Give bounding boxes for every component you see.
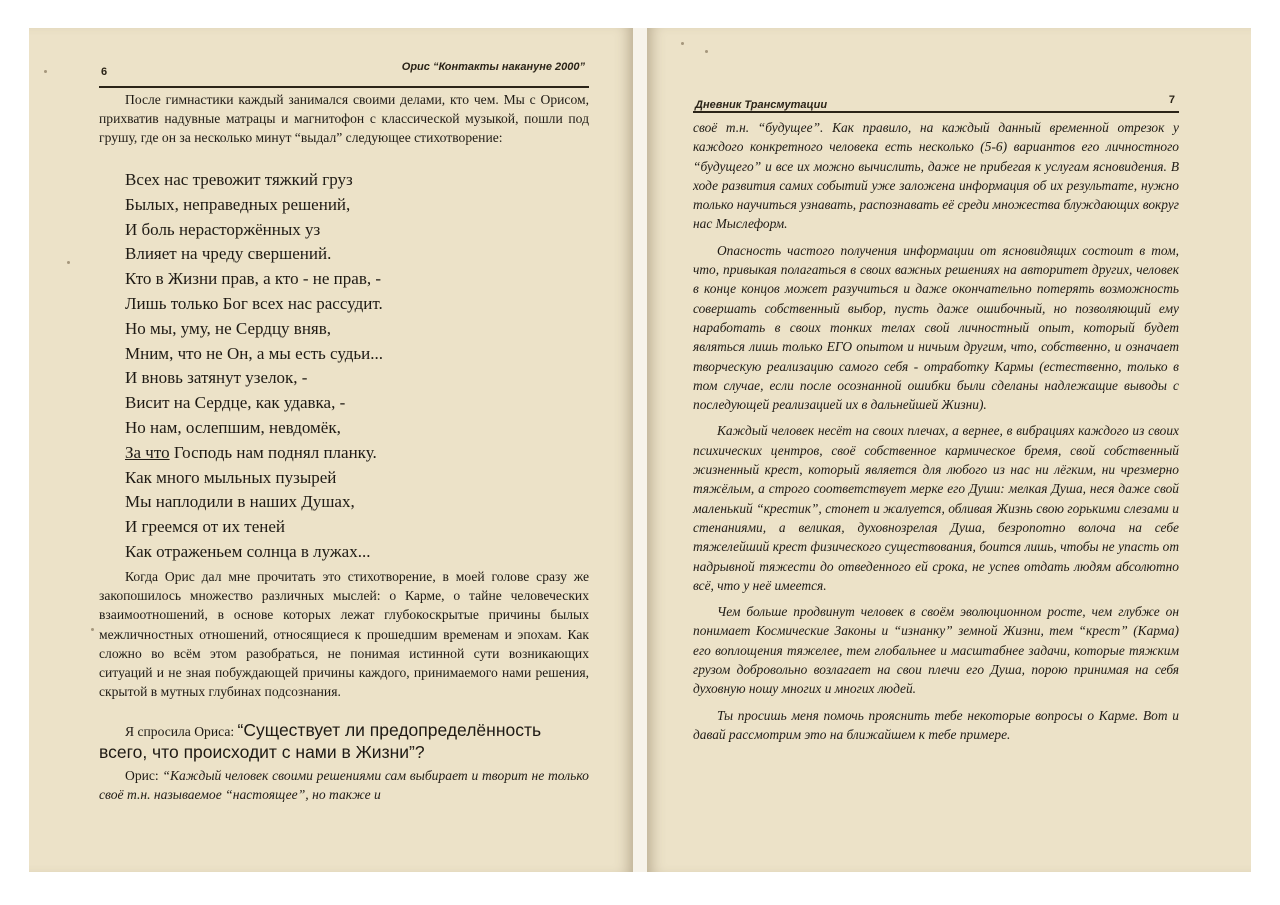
question-paragraph <box>99 719 589 763</box>
paper-speck <box>67 261 70 264</box>
question-prefix: Я спросила Ориса: <box>125 724 238 739</box>
right-paragraph-text: Каждый человек несёт на своих плечах, а вернее, в вибрациях каждого из своих психических центров, своё собственное кармическое бремя, свой собственный жизненный крест, который является для любого из нас ни лёгким, ни чрезмерно тяжёлым, а строго соответствует мерке его Души: мелкая Душа, неся даже свой маленький “крестик”, стонет и жалуется, обливая Жизнь свою горькими слезами и стенаниями, а великая, духовнозрелая Душа, безропотно волоча на себе тяжелейший крест физического существования, боится лишь, чтобы не упасть от надрывной тяжести до отведенного ей срока, не успев отдать людям абсолютно всё, что у неё имеется. <box>693 423 1179 593</box>
poem-line: Как много мыльных пузырей <box>125 467 337 487</box>
after-poem-text: Когда Орис дал мне прочитать это стихотворение, в моей голове сразу же закопошилось множество различных мыслей: о Карме, о тайне человеческих взаимоотношений, в основе которых лежат глубокоскрытые причины былых межличностных отношений, относящиеся к прошедшим временам и эпохам. Как сложно во всём этом разобраться, не понимая истинной сути возникающих ситуаций и не зная побуждающей причины каждого, принимаемого нами решения, скрытой в мутных глубинах подсознания. <box>99 569 589 700</box>
paper-speck <box>91 628 94 631</box>
right-paragraph <box>693 706 1179 745</box>
poem-line-underlined <box>125 441 383 466</box>
right-paragraph <box>693 421 1179 595</box>
answer-text: “Каждый человек своими решениями сам выбирает и творит не только своё т.н. называемое “настоящее”, но также и <box>99 768 589 803</box>
answer-prefix: Орис: <box>125 768 163 783</box>
poem-line: Как отраженьем солнца в лужах... <box>125 541 371 561</box>
poem-line-rest: Господь нам поднял планку. <box>169 442 377 462</box>
left-header-rule <box>99 86 589 88</box>
right-paragraph-text: Чем больше продвинут человек в своём эволюционном росте, чем глубже он понимает Космические Законы и “изнанку” земной Жизни, тем “крест” (Карма) его воплощения тяжелее, тем глобальнее и масштабнее задачи, которые тяжким грузом добровольно возлагает на свои плечи его Душа, порою принимая на себя духовную ношу многих и многих людей. <box>693 604 1179 697</box>
right-paragraph-text: своё т.н. “будущее”. Как правило, на каждый данный временной отрезок у каждого конкретного человека есть несколько (5-6) вариантов его личностного “будущего” и все их можно вычислить, даже не прибегая к услугам ясновидения. В ходе развития самих событий уже заложена информация об их результате, нужно только научиться узнавать, распознавать её среди множества блуждающих вокруг нас Мыслеформ. <box>693 120 1179 232</box>
left-running-header: Орис “Контакты накануне 2000” <box>401 61 585 73</box>
underlined-phrase: За что <box>125 442 170 462</box>
poem-line: Всех нас тревожит тяжкий груз <box>125 170 353 189</box>
answer-paragraph <box>99 766 589 804</box>
intro-paragraph-text: После гимнастики каждый занимался своими делами, кто чем. Мы с Орисом, прихватив надувные матрацы и магнитофон с классической музыкой, пошли под грушу, где он за несколько минут “выдал” следующее стихотворение: <box>99 92 589 146</box>
paper-speck <box>705 50 708 53</box>
poem <box>125 168 383 565</box>
poem-line: Кто в Жизни прав, а кто - не прав, - <box>125 269 382 289</box>
right-paragraph <box>693 118 1179 234</box>
poem-line: Висит на Сердце, как удавка, - <box>125 393 346 413</box>
right-page-number: 7 <box>1168 94 1175 106</box>
poem-line: Но мы, уму, не Сердцу вняв, <box>125 318 332 338</box>
right-page <box>647 28 1251 872</box>
right-paragraph-text: Опасность частого получения информации от ясновидящих состоит в том, что, привыкая полагаться в своих важных решениях на авторитет других, человек в конце концов может разучиться и даже окончательно потерять возможность совершать собственный выбор, пусть даже ошибочный, но позволяющий ему наработать в своих тонких телах свой личностный опыт, который будет являться лишь только ЕГО опытом и ничьим другим, что, собственно, и означает творческую реализацию самого себя - отработку Кармы (естественно, только в том случае, если после осознанной ошибки были сделаны надлежащие выводы с последующей реализацией их в дальнейшей Жизни). <box>693 242 1179 413</box>
poem-line: Но нам, ослепшим, невдомёк, <box>125 417 341 437</box>
paper-speck <box>44 70 47 73</box>
poem-line: И греемся от их теней <box>125 517 285 537</box>
right-header-rule <box>693 111 1179 113</box>
after-poem-paragraph <box>99 567 589 701</box>
book-gutter <box>633 28 647 872</box>
poem-line: И боль нерасторжённых уз <box>125 219 321 239</box>
paper-speck <box>681 42 684 45</box>
poem-line: Мы наплодили в наших Душах, <box>125 492 355 512</box>
left-page <box>29 28 633 872</box>
question-text: “Существует ли предопределённость всего, что происходит с нами в Жизни”? <box>99 720 542 763</box>
poem-line: Лишь только Бог всех нас рассудит. <box>125 293 383 313</box>
poem-line: Влияет на чреду свершений. <box>125 244 332 264</box>
poem-line: Былых, неправедных решений, <box>125 194 351 214</box>
poem-line: И вновь затянут узелок, - <box>125 368 308 388</box>
right-paragraph <box>693 602 1179 698</box>
right-paragraph <box>693 241 1179 415</box>
poem-line: Мним, что не Он, а мы есть судьи... <box>125 343 384 363</box>
intro-paragraph <box>99 90 589 148</box>
right-page-body <box>693 118 1179 751</box>
right-paragraph-text: Ты просишь меня помочь прояснить тебе некоторые вопросы о Карме. Вот и давай рассмотрим это на ближайшем к тебе примере. <box>693 707 1179 742</box>
right-running-header: Дневник Трансмутации <box>695 99 828 111</box>
left-page-number: 6 <box>101 66 108 78</box>
